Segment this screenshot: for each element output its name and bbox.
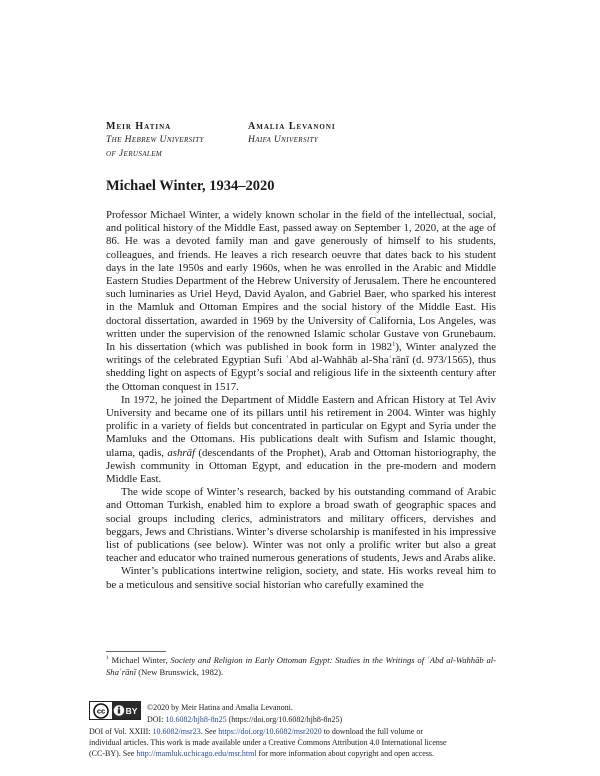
doi-label: DOI:: [147, 714, 166, 724]
body-paragraph: [106, 209, 496, 394]
by-symbol-text: BY: [125, 705, 138, 716]
article-doi: [147, 714, 507, 726]
cc-by-license-badge[interactable]: [89, 701, 141, 720]
volume-download-link[interactable]: https://doi.org/10.6082/msr2020: [218, 727, 322, 736]
body-text-segment: ), Winter analyzed the writings of the celebrated Egyptian Sufi ʿAbd al-Wahhāb al-Shaʿrānī (d. 973/1565), thus shedding light on aspects of Egypt’s social and religious life in the sixteenth century after the Ottoman conquest in 1517.: [106, 341, 496, 393]
license-info: [147, 702, 507, 725]
author-affiliation: [106, 133, 234, 161]
msr-website-link[interactable]: http://mamluk.uchicago.edu/msr.html: [136, 749, 257, 758]
author-block: [106, 120, 496, 170]
footnote-reference[interactable]: 1: [392, 340, 396, 348]
body-paragraph: [106, 394, 496, 486]
volume-doi-link[interactable]: 10.6082/msr23: [152, 727, 201, 736]
author-1: [106, 120, 234, 161]
body-text-segment: Professor Michael Winter, a widely known scholar in the field of the intellectual, social, and political history of the Middle East, passed away on September 1, 2020, at the age of 86. He was a devoted family man and gave generously of himself to his students, colleagues, and friends. He leaves a rich research oeuvre that dates back to his student days in the late 1950s and early 1960s, when he was enrolled in the Arabic and Middle Eastern Studies Department of the Hebrew University of Jerusalem. There he encountered such luminaries as Uriel Heyd, David Ayalon, and Gabriel Baer, who sparked his interest in the Mamluk and Ottoman Empires and the social history of the Middle East. His doctoral dissertation, awarded in 1969 by the University of California, Los Angeles, was written under the supervision of the renowned Islamic scholar Gustave von Grunebaum. In his dissertation (which was published in book form in 1982: [106, 209, 496, 354]
copyright-notice: ©2020 by Meir Hatina and Amalia Levanoni.: [147, 703, 293, 712]
article-body: [106, 209, 496, 592]
footnote-marker: 1: [106, 655, 109, 662]
volume-doi-line: [89, 726, 509, 737]
copyright-info-suffix: for more information about copyright and open access.: [256, 749, 435, 758]
body-italic-term: ashrāf: [167, 446, 195, 459]
doi-url[interactable]: (https://doi.org/10.6082/hjh8-8n25): [226, 714, 343, 724]
author-name: Amalia Levanoni: [248, 121, 336, 132]
footnote-publication: (New Brunswick, 1982).: [136, 666, 224, 677]
copyright-info-line: [89, 748, 509, 759]
author-affiliation: [248, 133, 448, 147]
body-paragraph: The wide scope of Winter’s research, backed by his outstanding command of Arabic and Ottoman Turkish, enabled him to explore a broad swath of geographic spaces and social groups including clerics, administrators and military officers, dervishes and beggars, Jews and Christians. Winter’s diverse scholarship is manifested in his impressive list of publications (see below). Winter was not only a prolific writer but also a great teacher and educator who trained numerous generations of students, Jews and Arabs alike.: [106, 486, 496, 565]
footnote-author: Michael Winter,: [111, 655, 171, 665]
author-affiliation-line: Haifa University: [248, 135, 319, 145]
footnote-divider: [106, 651, 166, 652]
cc-symbol-text: cc: [96, 706, 106, 716]
volume-license-note: [89, 726, 509, 759]
author-affiliation-line: of Jerusalem: [106, 149, 163, 159]
doi-link[interactable]: 10.6082/hjh8-8n25: [165, 714, 227, 724]
footnote: [106, 655, 496, 678]
author-name: Meir Hatina: [106, 121, 172, 132]
volume-doi-mid: . See: [200, 727, 219, 736]
footnote-book-title: Society and Religion in Early Ottoman Egypt: Studies in the Writings of ʿAbd al-Wahhāb al-Shaʿrānī: [106, 655, 496, 677]
volume-doi-suffix: to download the full volume or: [321, 727, 424, 736]
body-text-segment: In 1972, he joined the Department of Middle Eastern and African History at Tel Aviv University and became one of its pillars until his retirement in 2004. Winter was highly prolific in a variety of fields but concentrated in particular on Egypt and Syria under the Mamluks and the Ottomans. His publications dealt with Sufism and Islamic thought, ulama, qadis,: [106, 393, 496, 459]
article-title: Michael Winter, 1934–2020: [106, 178, 275, 194]
body-paragraph: Winter’s publications intertwine religion, society, and state. His works reveal him to be a meticulous and sensitive social historian who carefully examined the: [106, 565, 496, 591]
author-2: [248, 120, 448, 147]
creative-commons-icon: [90, 702, 112, 719]
copyright-info-prefix: (CC-BY). See: [89, 749, 137, 758]
attribution-icon: [112, 702, 140, 719]
author-affiliation-line: The Hebrew University: [106, 135, 204, 145]
body-text-segment: (descendants of the Prophet), Arab and Ottoman historiography, the Jewish community in Ottoman Egypt, and education in the pre-modern and modern Middle East.: [106, 446, 496, 486]
license-statement: individual articles. This work is made available under a Creative Commons Attribution 4.0 International license: [89, 738, 447, 747]
volume-doi-prefix: DOI of Vol. XXIII:: [89, 727, 153, 736]
